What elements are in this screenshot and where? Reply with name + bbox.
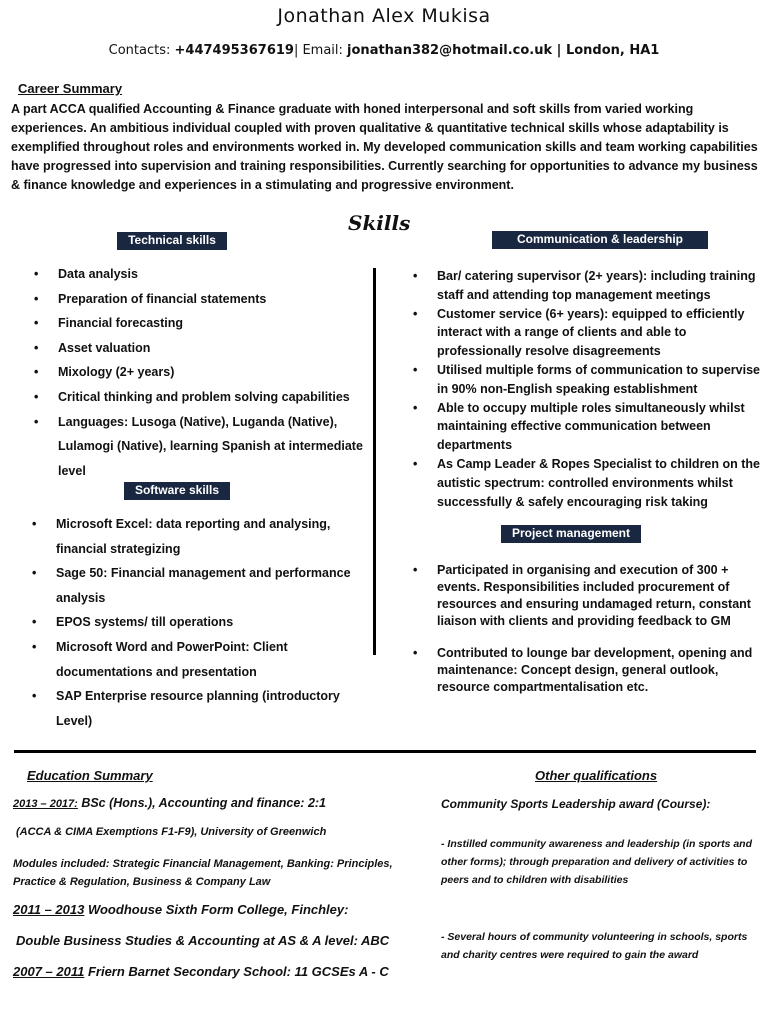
skills-heading: Skills <box>348 211 411 235</box>
college-dates: 2011 – 2013 <box>13 902 85 917</box>
list-item: • Participated in organising and execution of 300 + events. Responsibilities included procurement of resources and ensuring undamaged return, constant liaison with clients and providing feedback to GM <box>413 562 763 630</box>
technical-skills-list <box>34 262 374 483</box>
software-skills-heading: Software skills <box>124 482 230 500</box>
award-point: - Several hours of community volunteering in schools, sports and charity centres were required to gain the award <box>441 931 748 961</box>
list-item: • Utilised multiple forms of communication to supervise in 90% non-English speaking establishment <box>413 361 763 399</box>
technical-skills-heading: Technical skills <box>117 232 227 250</box>
list-item: • Contributed to lounge bar development, opening and maintenance: Concept design, general outlook, resource compartmentalisation etc. <box>413 645 763 696</box>
list-item: • Preparation of financial statements <box>34 287 374 312</box>
career-summary-heading: Career Summary <box>18 81 123 96</box>
list-item: • EPOS systems/ till operations <box>32 610 372 635</box>
college-name: Woodhouse Sixth Form College, Finchley: <box>84 902 349 917</box>
phone-number: +447495367619 <box>174 43 294 58</box>
education-summary-heading: Education Summary <box>27 768 153 783</box>
school-dates: 2007 – 2011 <box>13 964 85 979</box>
email-label: | Email: <box>293 43 348 58</box>
list-item: • Microsoft Word and PowerPoint: Client documentations and presentation <box>32 635 372 684</box>
list-item: • Customer service (6+ years): equipped to efficiently interact with a range of clients and able to professionally resolve disagreements <box>413 305 763 361</box>
list-item: • Asset valuation <box>34 336 374 361</box>
award-point: - Instilled community awareness and leadership (in sports and other forms); through preparation and delivery of activities to peers and to children with disabilities <box>441 838 752 886</box>
list-item: • Sage 50: Financial management and performance analysis <box>32 561 372 610</box>
school-name: Friern Barnet Secondary School: 11 GCSEs A - C <box>84 964 389 979</box>
list-item: • Bar/ catering supervisor (2+ years): including training staff and attending top management meetings <box>413 267 763 305</box>
list-item: • Mixology (2+ years) <box>34 360 374 385</box>
project-management-list <box>413 562 763 696</box>
project-management-heading: Project management <box>501 525 641 543</box>
degree-title: BSc (Hons.), Accounting and finance: 2:1 <box>77 796 327 810</box>
college-entry <box>13 902 348 917</box>
degree-dates: 2013 – 2017: <box>13 798 78 810</box>
list-item: • Critical thinking and problem solving capabilities <box>34 385 374 410</box>
award-title: Community Sports Leadership award (Course): <box>441 797 711 811</box>
list-item: • Financial forecasting <box>34 311 374 336</box>
contacts-label: Contacts: <box>108 43 175 58</box>
degree-entry <box>13 796 326 810</box>
column-divider <box>373 268 376 655</box>
email-address: jonathan382@hotmail.co.uk <box>347 43 553 58</box>
contact-line <box>0 43 768 58</box>
list-item: • SAP Enterprise resource planning (introductory Level) <box>32 684 372 733</box>
location: | London, HA1 <box>552 43 660 58</box>
communication-leadership-list <box>413 267 763 511</box>
list-item: • Able to occupy multiple roles simultaneously whilst maintaining effective communication between departments <box>413 399 763 455</box>
career-summary-text: A part ACCA qualified Accounting & Finance graduate with honed interpersonal and soft skills from varied working experiences. An ambitious individual coupled with proven qualitative & quantitative technical skills whose adaptability is exemplified throughout roles and environments worked in. My developed communication skills and team working capabilities have progressed into supervision and training responsibilities. Currently searching for opportunities to advance my business & finance knowledge and experiences in a stimulating and progressive environment. <box>11 102 758 192</box>
software-skills-list <box>32 512 372 733</box>
list-item: • Languages: Lusoga (Native), Luganda (Native), Lulamogi (Native), learning Spanish at intermediate level <box>34 410 374 484</box>
other-qualifications-heading: Other qualifications <box>535 768 658 783</box>
candidate-name: Jonathan Alex Mukisa <box>277 5 491 27</box>
college-detail: Double Business Studies & Accounting at AS & A level: ABC <box>16 933 390 948</box>
degree-modules: Modules included: Strategic Financial Management, Banking: Principles, Practice & Regulation, Business & Company Law <box>13 858 393 888</box>
list-item: • As Camp Leader & Ropes Specialist to children on the autistic spectrum: controlled environments whilst successfully & safely encouraging risk taking <box>413 455 763 511</box>
list-item: • Microsoft Excel: data reporting and analysing, financial strategizing <box>32 512 372 561</box>
section-divider <box>14 750 756 753</box>
communication-leadership-heading: Communication & leadership <box>492 231 708 249</box>
degree-exemptions: (ACCA & CIMA Exemptions F1-F9), University of Greenwich <box>16 826 327 838</box>
school-entry <box>13 964 389 979</box>
list-item: • Data analysis <box>34 262 374 287</box>
